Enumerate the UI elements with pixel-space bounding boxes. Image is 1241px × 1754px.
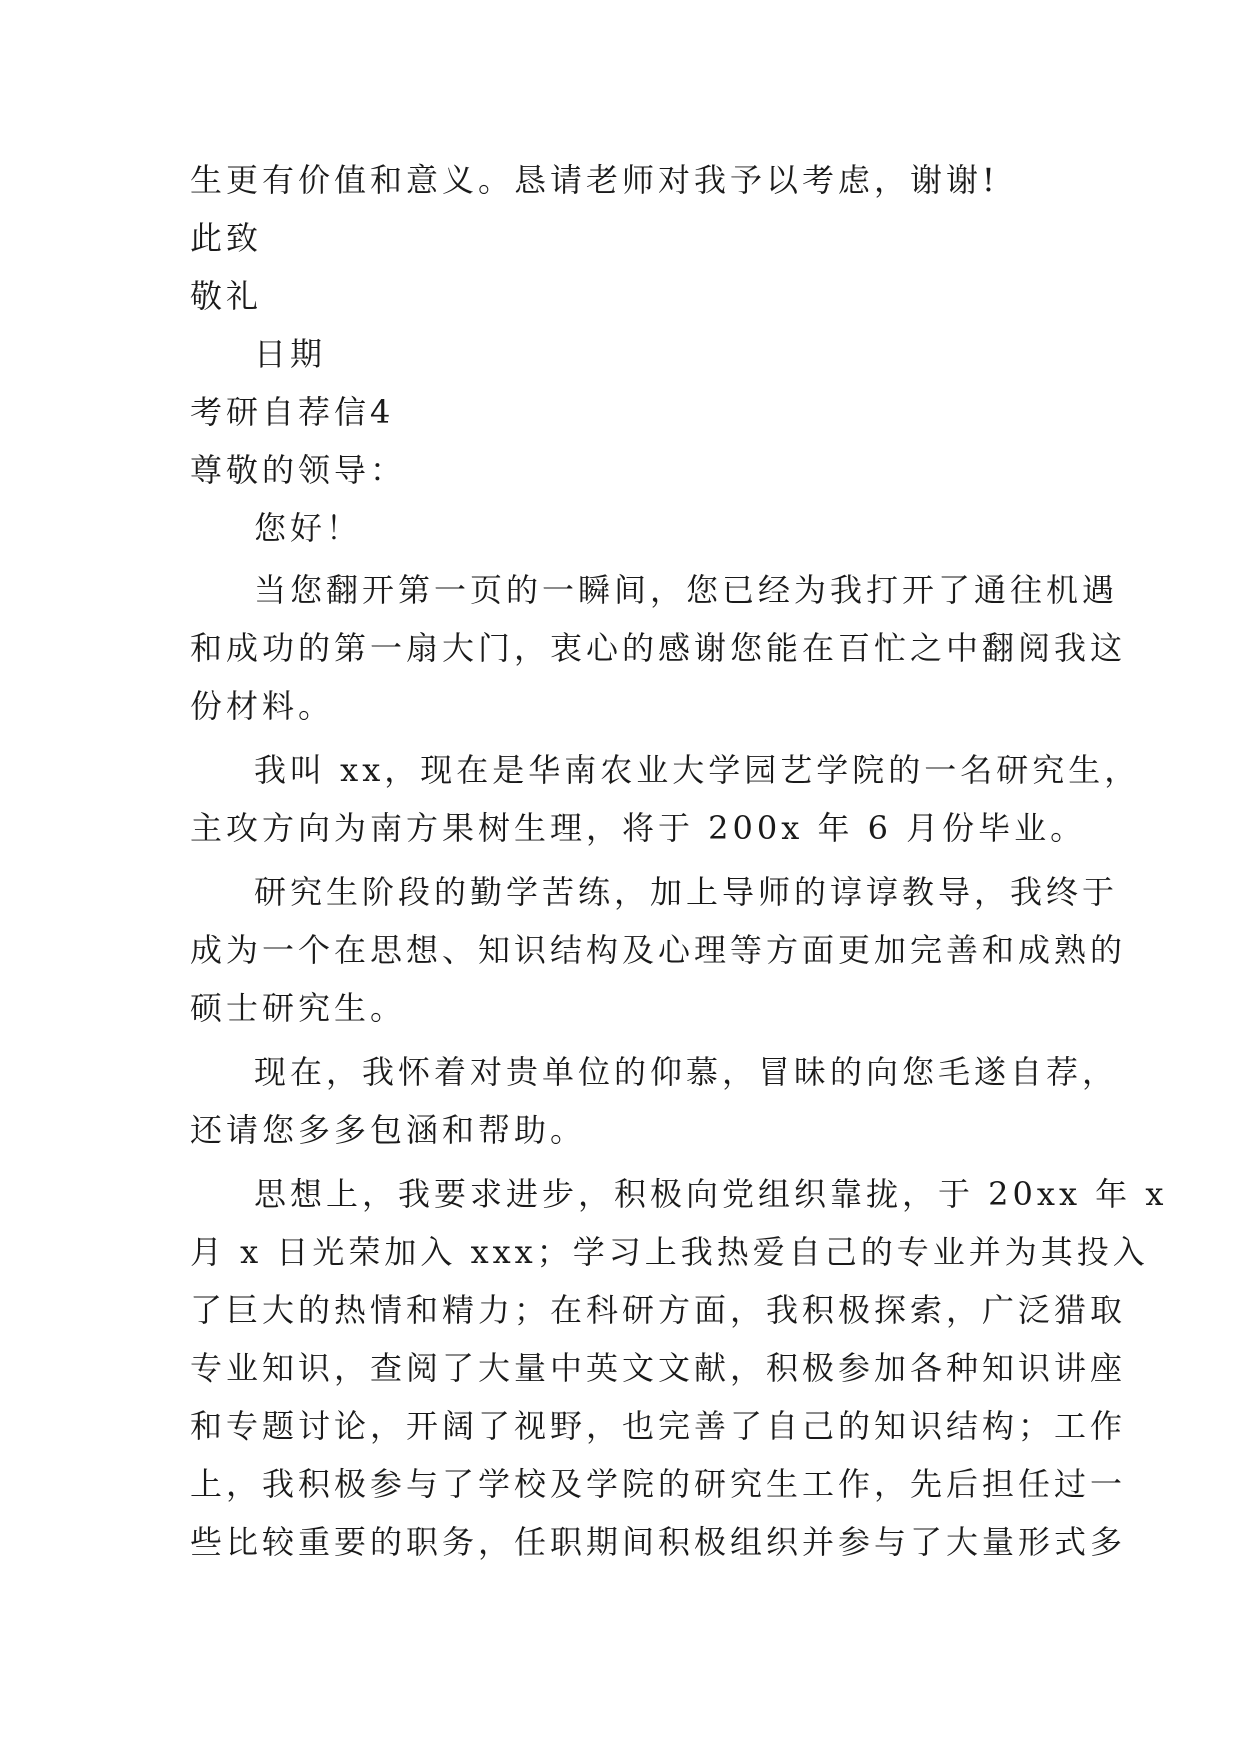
salutation: 尊敬的领导： — [190, 451, 407, 489]
text-line: 当您翻开第一页的一瞬间，您已经为我打开了通往机遇 — [254, 571, 1119, 609]
text-line: 份材料。 — [190, 687, 335, 725]
text-line: 敬礼 — [190, 277, 263, 315]
text-line: 和成功的第一扇大门，衷心的感谢您能在百忙之中翻阅我这 — [190, 629, 1127, 667]
text-line: 此致 — [190, 219, 263, 257]
section-title: 考研自荐信4 — [190, 393, 395, 431]
text-line: 月 x 日光荣加入 xxx；学习上我热爱自己的专业并为其投入 — [190, 1233, 1149, 1271]
text-line: 和专题讨论，开阔了视野，也完善了自己的知识结构；工作 — [190, 1407, 1127, 1445]
text-line: 思想上，我要求进步，积极向党组织靠拢，于 20xx 年 x — [254, 1175, 1168, 1213]
text-line: 还请您多多包涵和帮助。 — [190, 1111, 587, 1149]
text-line: 专业知识，查阅了大量中英文文献，积极参加各种知识讲座 — [190, 1349, 1127, 1387]
text-line: 研究生阶段的勤学苦练，加上导师的谆谆教导，我终于 — [254, 873, 1119, 911]
text-line: 硕士研究生。 — [190, 989, 407, 1027]
text-line: 现在，我怀着对贵单位的仰慕，冒昧的向您毛遂自荐， — [254, 1053, 1119, 1091]
greeting: 您好！ — [254, 509, 363, 547]
text-line: 上，我积极参与了学校及学院的研究生工作，先后担任过一 — [190, 1465, 1127, 1503]
text-line: 些比较重要的职务，任职期间积极组织并参与了大量形式多 — [190, 1523, 1127, 1561]
text-line: 了巨大的热情和精力；在科研方面，我积极探索，广泛猎取 — [190, 1291, 1127, 1329]
text-line: 日期 — [254, 335, 327, 373]
text-line: 生更有价值和意义。恳请老师对我予以考虑，谢谢! — [190, 161, 999, 199]
text-line: 成为一个在思想、知识结构及心理等方面更加完善和成熟的 — [190, 931, 1127, 969]
text-line: 主攻方向为南方果树生理，将于 200x 年 6 月份毕业。 — [190, 809, 1087, 847]
text-line: 我叫 xx，现在是华南农业大学园艺学院的一名研究生， — [254, 751, 1141, 789]
